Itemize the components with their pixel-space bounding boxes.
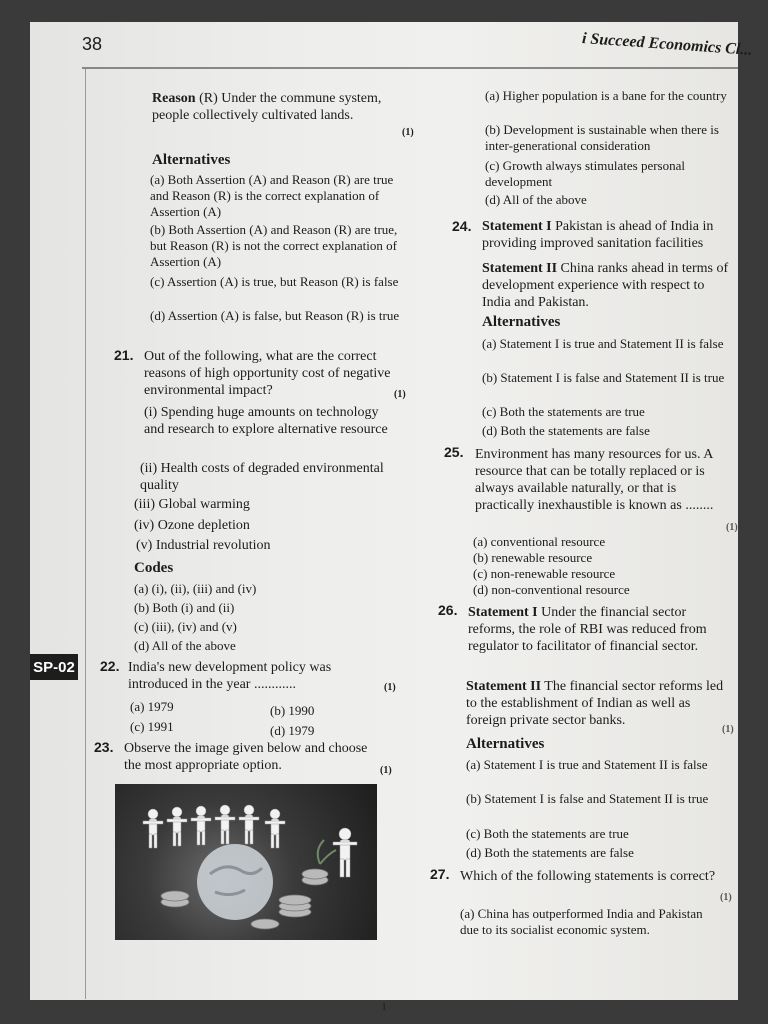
q23-number: 23. <box>94 739 114 755</box>
code-d: (d) All of the above <box>134 638 236 653</box>
alternative-a: (a) Both Assertion (A) and Reason (R) are true and Reason (R) is the correct explanation of Assertion (A) <box>150 172 394 219</box>
sustainability-photo <box>115 784 377 940</box>
q26-option-a: (a) Statement I is true and Statement II is false <box>466 757 708 772</box>
q21-item-1: (i) Spending huge amounts on technology and research to explore alternative resource <box>144 405 388 437</box>
alternative-c: (c) Assertion (A) is true, but Reason (R) is false <box>150 274 399 289</box>
q27-option-a: (a) China has outperformed India and Pakistan due to its socialist economic system. <box>460 906 703 937</box>
reason-statement <box>152 90 402 124</box>
q26-option-d: (d) Both the statements are false <box>466 845 634 860</box>
q21-item-3: (iii) Global warming <box>134 497 250 512</box>
header-rule <box>82 67 738 69</box>
q21-mark: (1) <box>394 389 406 400</box>
paper-people-globe-illustration <box>115 784 377 940</box>
q23-option-b: (b) Development is sustainable when there is inter-generational consideration <box>485 122 719 153</box>
q24-option-a: (a) Statement I is true and Statement II is false <box>482 336 724 351</box>
q21-item-4: (iv) Ozone depletion <box>134 518 250 533</box>
q22-option-b: (b) 1990 <box>270 703 315 718</box>
alternatives-heading: Alternatives <box>152 152 231 168</box>
q24-option-d: (d) Both the statements are false <box>482 423 650 438</box>
q26-mark: (1) <box>722 724 734 735</box>
q22-option-d: (d) 1979 <box>270 723 315 738</box>
q24-number: 24. <box>452 218 472 234</box>
q25-option-a: (a) conventional resource <box>473 534 606 549</box>
q26-statement-2 <box>466 678 732 729</box>
code-c: (c) (iii), (iv) and (v) <box>134 619 237 634</box>
q24-s1-label: Statement I <box>482 219 552 234</box>
q22-mark: (1) <box>384 682 396 693</box>
q24-option-b: (b) Statement I is false and Statement II is true <box>482 370 725 385</box>
reason-mark: (1) <box>402 127 414 138</box>
side-tab: SP-02 <box>30 654 78 680</box>
q24-s2-label: Statement II <box>482 261 558 276</box>
q21-text: Out of the following, what are the correct reasons of high opportunity cost of negative environmental impact? <box>144 349 391 398</box>
q26-option-b: (b) Statement I is false and Statement II is true <box>466 791 709 806</box>
q26-statement-1 <box>468 604 730 655</box>
q25-option-c: (c) non-renewable resource <box>473 566 616 581</box>
codes-heading: Codes <box>134 560 174 576</box>
alternative-d: (d) Assertion (A) is false, but Reason (R) is true <box>150 308 400 323</box>
q24-option-c: (c) Both the statements are true <box>482 404 645 419</box>
q23-mark: (1) <box>380 765 392 776</box>
q22-option-a: (a) 1979 <box>130 699 174 714</box>
q26-number: 26. <box>438 602 458 618</box>
book-brand: i Succeed Economics Cl... <box>581 30 753 59</box>
q22-option-c: (c) 1991 <box>130 719 174 734</box>
q25-text: Environment has many resources for us. A resource that can be totally replaced or is always available naturally, or that is practically inexhaustible is known as ........ <box>475 447 714 513</box>
q26-s1-text: Under the financial sector reforms, the role of RBI was reduced from regulator to facilitator of financial sector. <box>468 605 707 654</box>
reason-label: Reason <box>152 91 196 106</box>
q23-option-c: (c) Growth always stimulates personal development <box>485 158 686 189</box>
q27-text: Which of the following statements is correct? <box>460 869 716 884</box>
textbook-page <box>30 22 753 1013</box>
q21-item-5: (v) Industrial revolution <box>136 538 271 553</box>
q25-mark: (1) <box>726 522 738 533</box>
footer-page-number: 1 <box>381 1002 387 1013</box>
q23-option-a: (a) Higher population is a bane for the country <box>485 88 727 103</box>
q24-s2-text: China ranks ahead in terms of development experience with respect to India and Pakistan. <box>482 261 729 310</box>
code-a: (a) (i), (ii), (iii) and (iv) <box>134 581 257 596</box>
q23-text: Observe the image given below and choose the most appropriate option. <box>124 741 368 773</box>
q22-text: India's new development policy was introduced in the year ............ <box>128 660 332 692</box>
q25-option-b: (b) renewable resource <box>473 550 593 565</box>
margin-rule <box>85 69 86 999</box>
q27-mark: (1) <box>720 892 732 903</box>
q24-statement-1 <box>482 218 734 252</box>
page-number: 38 <box>82 34 103 54</box>
q26-s1-label: Statement I <box>468 605 538 620</box>
q27-number: 27. <box>430 866 450 882</box>
q21-item-2: (ii) Health costs of degraded environmental quality <box>140 461 384 493</box>
code-b: (b) Both (i) and (ii) <box>134 600 235 615</box>
q26-option-c: (c) Both the statements are true <box>466 826 629 841</box>
q24-statement-2 <box>482 260 734 311</box>
q24-s1-text: Pakistan is ahead of India in providing improved sanitation facilities <box>482 219 714 251</box>
q25-option-d: (d) non-conventional resource <box>473 582 630 597</box>
q24-alternatives-heading: Alternatives <box>482 314 561 330</box>
q21-number: 21. <box>114 347 134 363</box>
reason-text: (R) Under the commune system, people collectively cultivated lands. <box>152 91 382 123</box>
q26-alternatives-heading: Alternatives <box>466 736 545 752</box>
q22-number: 22. <box>100 658 120 674</box>
q26-s2-label: Statement II <box>466 679 542 694</box>
q26-s2-text: The financial sector reforms led to the establishment of Indian as well as foreign private sector banks. <box>466 679 724 728</box>
q25-number: 25. <box>444 444 464 460</box>
alternative-b: (b) Both Assertion (A) and Reason (R) are true, but Reason (R) is not the correct explanation of Assertion (A) <box>150 222 398 269</box>
q23-option-d: (d) All of the above <box>485 192 587 207</box>
